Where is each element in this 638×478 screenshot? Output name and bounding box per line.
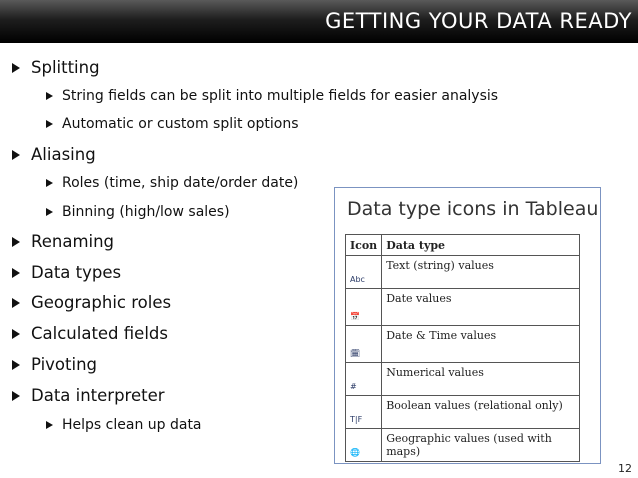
table-row (346, 363, 580, 396)
bullet-triangle-icon (46, 421, 53, 429)
bullet-triangle-icon (46, 92, 53, 100)
table-row (346, 429, 580, 462)
bullet-triangle-icon (12, 150, 20, 160)
sub-bullet-item: String fields can be split into multiple fields for easier analysis (46, 88, 498, 104)
bullet-triangle-icon (12, 391, 20, 401)
header-icon: Icon (346, 235, 382, 256)
bullet-triangle-icon (12, 298, 20, 308)
table-row (346, 326, 580, 363)
boolean-icon: T|F (350, 415, 363, 424)
bullet-triangle-icon (12, 63, 20, 73)
bullet-triangle-icon (12, 329, 20, 339)
table-row (346, 396, 580, 429)
calendar-clock-icon: 🗓 (350, 349, 361, 358)
table-header-row (346, 235, 580, 256)
bullet-item: Renaming (12, 232, 114, 251)
data-type-cell: Boolean values (relational only) (382, 396, 580, 429)
data-type-icons-image (334, 187, 601, 464)
data-type-cell: Numerical values (382, 363, 580, 396)
table-row (346, 289, 580, 326)
globe-icon: 🌐 (350, 448, 360, 457)
sub-bullet-item: Binning (high/low sales) (46, 204, 230, 220)
bullet-item: Geographic roles (12, 293, 171, 312)
panel-title: Data type icons in Tableau (347, 198, 599, 220)
data-type-cell: Text (string) values (382, 256, 580, 289)
page-number: 12 (618, 462, 632, 475)
data-type-cell: Geographic values (used with maps) (382, 429, 580, 462)
header-data-type: Data type (382, 235, 580, 256)
string-icon: Abc (350, 275, 365, 284)
data-type-table (345, 234, 580, 462)
bullet-triangle-icon (12, 237, 20, 247)
bullet-triangle-icon (46, 120, 53, 128)
slide-title: GETTING YOUR DATA READY (325, 9, 632, 33)
bullet-triangle-icon (12, 268, 20, 278)
bullet-item: Aliasing (12, 145, 96, 164)
bullet-item: Calculated fields (12, 324, 168, 343)
bullet-item: Pivoting (12, 355, 97, 374)
bullet-item: Data types (12, 263, 121, 282)
data-type-cell: Date & Time values (382, 326, 580, 363)
sub-bullet-item: Helps clean up data (46, 417, 202, 433)
bullet-item: Splitting (12, 58, 100, 77)
sub-bullet-item: Automatic or custom split options (46, 116, 299, 132)
sub-bullet-item: Roles (time, ship date/order date) (46, 175, 298, 191)
data-type-cell: Date values (382, 289, 580, 326)
table-row (346, 256, 580, 289)
calendar-icon: 📅 (350, 312, 360, 321)
title-bar (0, 0, 638, 43)
number-icon: # (350, 382, 357, 391)
bullet-item: Data interpreter (12, 386, 165, 405)
bullet-triangle-icon (12, 360, 20, 370)
bullet-triangle-icon (46, 208, 53, 216)
bullet-triangle-icon (46, 179, 53, 187)
